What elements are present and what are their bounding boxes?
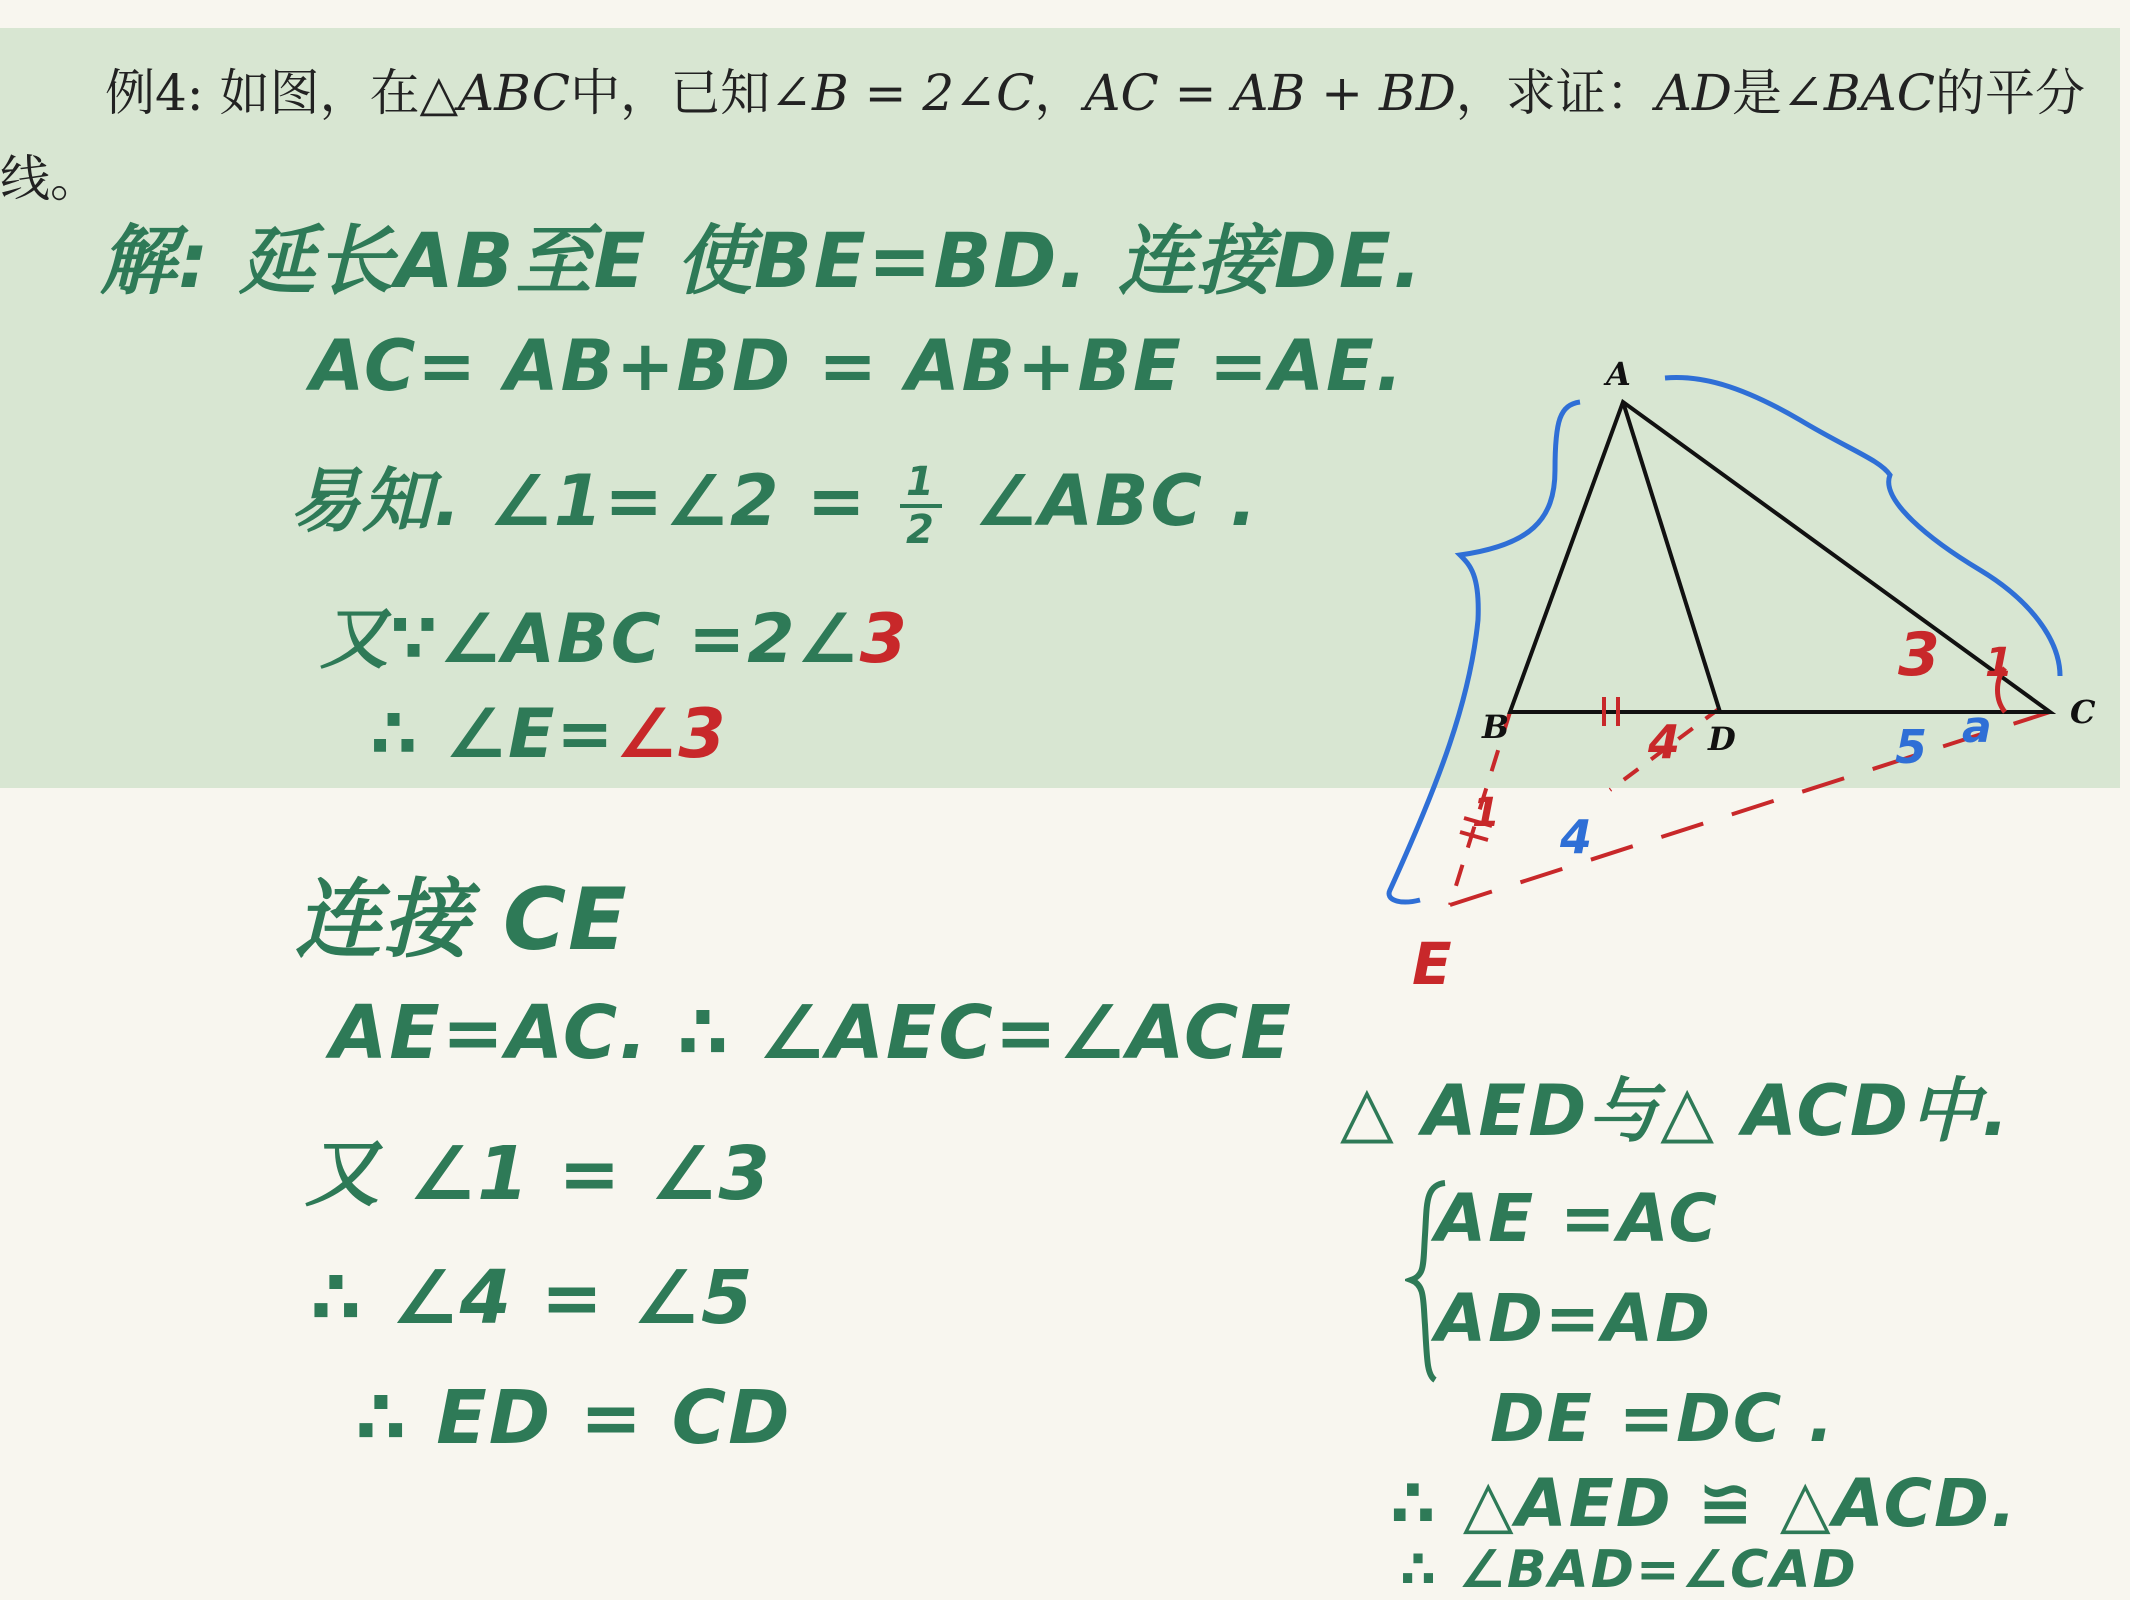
- final-conclusion: ∴ ∠BAD=∠CAD: [1400, 1540, 1858, 1600]
- congruence-condition-3: DE =DC .: [1490, 1380, 1836, 1457]
- vertex-label-c: C: [2070, 693, 2096, 731]
- solution-line-7: AE=AC. ∴ ∠AEC=∠ACE: [330, 990, 1293, 1076]
- congruence-condition-1: AE =AC: [1435, 1180, 1719, 1257]
- example-label: 例4:: [105, 64, 204, 122]
- solution-line-4-text: 又∵∠ABC =2∠: [320, 600, 860, 679]
- fraction-numerator: 1: [900, 460, 942, 508]
- vertex-label-a: A: [1606, 355, 1631, 393]
- segment-ad: [1623, 402, 1720, 712]
- segment-ec-dashed: [1450, 712, 2050, 905]
- brace-ac: [1665, 377, 2060, 676]
- solution-line-1: 解: 延长AB至E 使BE=BD. 连接DE.: [100, 216, 1424, 305]
- problem-text-2: 中，已知: [570, 64, 771, 122]
- vertex-label-e: E: [1412, 930, 1454, 998]
- solution-line-5: [370, 695, 728, 774]
- angle-mark-3: 3: [1898, 620, 1942, 690]
- triangle-symbol: △: [419, 64, 459, 122]
- angle-mark-5: 5: [1895, 720, 1930, 774]
- solution-line-2: AC= AB+BD = AB+BE =AE.: [310, 325, 1405, 407]
- condition-length: AC = AB + BD: [1084, 64, 1456, 122]
- solution-line-8: 又 ∠1 = ∠3: [305, 1131, 772, 1217]
- angle-mark-a: a: [1962, 702, 1994, 753]
- solution-line-3: [290, 445, 1259, 552]
- problem-text-3: 是: [1732, 64, 1782, 122]
- congruence-conclusion: ∴ △AED ≌ △ACD.: [1390, 1465, 2018, 1542]
- condition-angle: ∠B = 2∠C: [770, 64, 1035, 122]
- congruence-heading: △ AED与△ ACD中.: [1340, 1070, 2011, 1152]
- separator-2: ，求证：: [1455, 64, 1656, 122]
- claim-angle: ∠BAC: [1782, 64, 1936, 122]
- angle-mark-1-near-c: 1: [1985, 640, 2015, 686]
- claim-segment: AD: [1655, 64, 1732, 122]
- problem-text-4: 的平分线。: [0, 64, 2086, 208]
- triangle-abc: [1510, 402, 2050, 712]
- solution-line-3-suffix: ∠ABC .: [974, 460, 1259, 542]
- angle-mark-4-blue: 4: [1560, 810, 1595, 864]
- vertex-label-b: B: [1482, 708, 1510, 746]
- fraction-denominator: 2: [905, 506, 936, 553]
- solution-line-4: [320, 585, 909, 682]
- congruence-condition-2: AD=AD: [1435, 1280, 1713, 1357]
- solution-line-9: ∴ ∠4 = ∠5: [310, 1255, 755, 1341]
- solution-line-5-text: ∴ ∠E=: [370, 695, 616, 774]
- angle-mark-1-near-e: 1: [1472, 790, 1502, 836]
- solution-line-10: ∴ ED = CD: [355, 1375, 792, 1461]
- vertex-label-d: D: [1708, 720, 1736, 758]
- solution-line-4-red: 3: [859, 600, 909, 679]
- solution-line-6: 连接 CE: [295, 870, 629, 970]
- congruence-brace: [1405, 1175, 1455, 1385]
- solution-line-3-prefix: 易知. ∠1=∠2 =: [290, 460, 868, 542]
- fraction-one-half: [900, 460, 942, 552]
- congruence-brace-path: [1411, 1183, 1445, 1380]
- triangle-name: ABC: [458, 64, 571, 122]
- angle-mark-4-red: 4: [1648, 715, 1683, 769]
- problem-statement: [0, 50, 2110, 222]
- solution-line-5-red: ∠3: [615, 695, 728, 774]
- problem-text-1: 如图，在: [219, 64, 420, 122]
- separator-1: ，: [1034, 64, 1085, 122]
